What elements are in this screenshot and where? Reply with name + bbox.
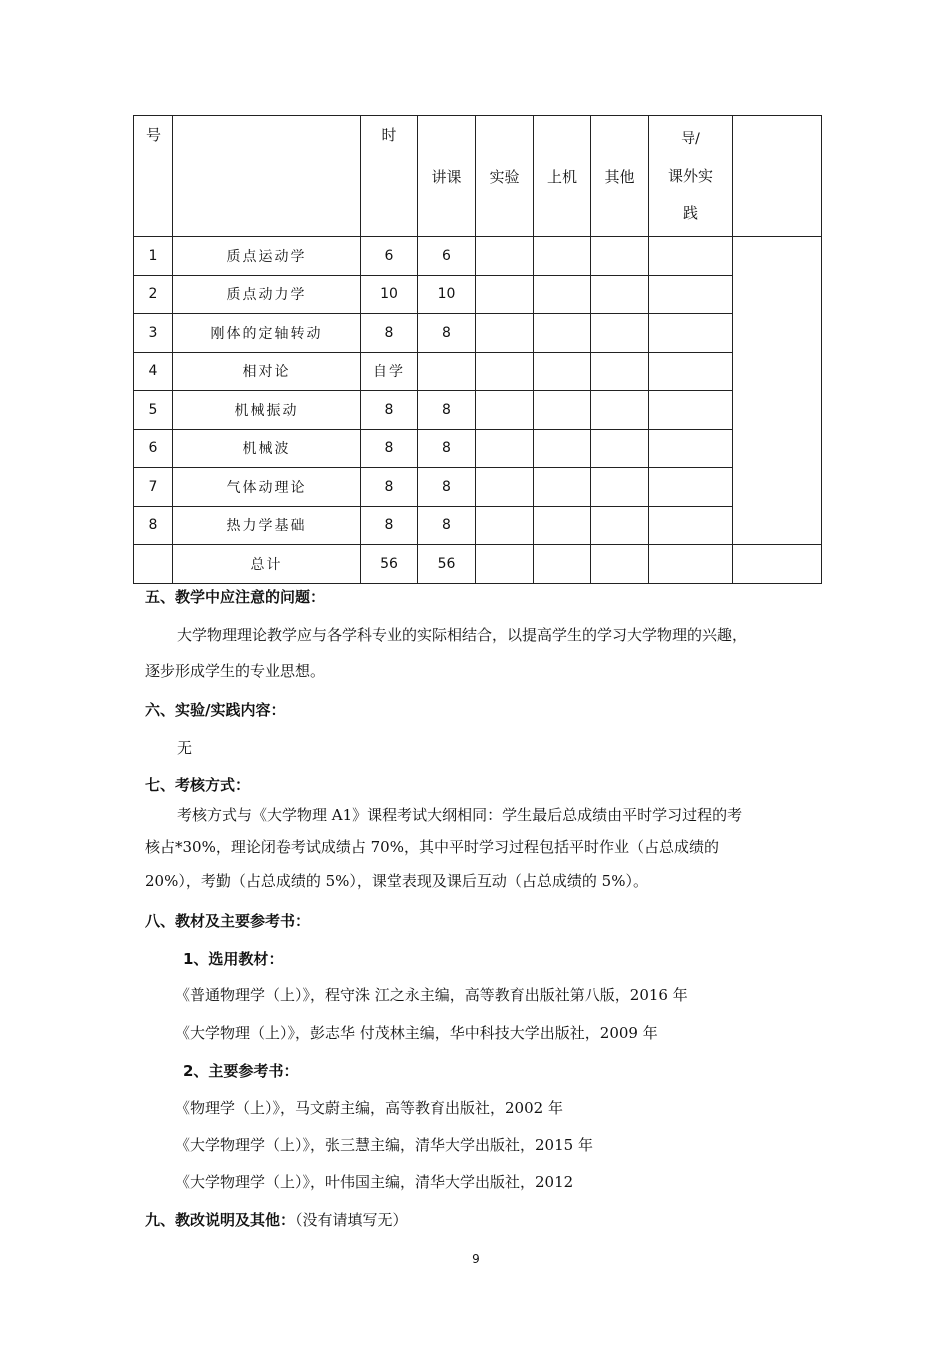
table-total-row bbox=[134, 545, 822, 584]
section-5-line2: 逐步形成学生的专业思想。 bbox=[145, 662, 326, 680]
section-6-heading: 六、实验/实践内容： bbox=[145, 701, 286, 719]
row-computer bbox=[534, 429, 591, 468]
row-computer bbox=[534, 468, 591, 507]
table-row bbox=[134, 275, 822, 314]
total-other bbox=[591, 545, 649, 584]
section-7-line2: 核占*30%，理论闭卷考试成绩占 70%，其中平时学习过程包括平时作业（占总成绩的 bbox=[145, 838, 719, 856]
row-lecture: 6 bbox=[418, 237, 476, 276]
section-9-heading bbox=[145, 1209, 408, 1230]
table-row bbox=[134, 314, 822, 353]
section-8-sub2: 2、主要参考书： bbox=[183, 1062, 299, 1080]
row-computer bbox=[534, 275, 591, 314]
row-other bbox=[591, 275, 649, 314]
row-topic: 刚体的定轴转动 bbox=[173, 314, 361, 353]
table-header-row bbox=[134, 116, 822, 237]
table-row bbox=[134, 468, 822, 507]
section-9-note: （没有请填写无） bbox=[295, 1211, 408, 1229]
row-num: 7 bbox=[134, 468, 173, 507]
row-other bbox=[591, 429, 649, 468]
row-experiment bbox=[476, 352, 534, 391]
section-7-line3: 20%），考勤（占总成绩的 5%），课堂表现及课后互动（占总成绩的 5%）。 bbox=[145, 872, 648, 890]
row-guide bbox=[649, 506, 733, 545]
row-num: 2 bbox=[134, 275, 173, 314]
row-guide bbox=[649, 352, 733, 391]
row-hours: 自学 bbox=[361, 352, 418, 391]
total-experiment bbox=[476, 545, 534, 584]
row-num: 4 bbox=[134, 352, 173, 391]
row-hours: 8 bbox=[361, 429, 418, 468]
class-hours-table bbox=[133, 115, 822, 584]
reference-1: 《物理学（上）》，马文蔚主编，高等教育出版社，2002 年 bbox=[175, 1099, 563, 1117]
total-hours: 56 bbox=[361, 545, 418, 584]
row-guide bbox=[649, 391, 733, 430]
reference-2: 《大学物理学（上）》，张三慧主编，清华大学出版社，2015 年 bbox=[175, 1136, 593, 1154]
total-num bbox=[134, 545, 173, 584]
row-experiment bbox=[476, 391, 534, 430]
header-guide-line1: 导/ bbox=[681, 130, 700, 147]
section-7-line1: 考核方式与《大学物理 A1》课程考试大纲相同：学生最后总成绩由平时学习过程的考 bbox=[177, 806, 743, 824]
row-guide bbox=[649, 237, 733, 276]
row-num: 6 bbox=[134, 429, 173, 468]
row-lecture bbox=[418, 352, 476, 391]
row-other bbox=[591, 468, 649, 507]
section-5-heading: 五、教学中应注意的问题： bbox=[145, 588, 326, 606]
textbook-2: 《大学物理（上）》，彭志华 付茂林主编，华中科技大学出版社，2009 年 bbox=[175, 1024, 658, 1042]
header-topic bbox=[173, 116, 361, 237]
page-number: 9 bbox=[472, 1252, 480, 1266]
header-num: 号 bbox=[134, 116, 173, 237]
row-topic: 相对论 bbox=[173, 352, 361, 391]
table-row bbox=[134, 237, 822, 276]
section-8-heading: 八、教材及主要参考书： bbox=[145, 912, 311, 930]
total-label: 总计 bbox=[173, 545, 361, 584]
row-num: 8 bbox=[134, 506, 173, 545]
header-remark bbox=[733, 116, 822, 237]
table-row bbox=[134, 429, 822, 468]
row-lecture: 10 bbox=[418, 275, 476, 314]
row-other bbox=[591, 314, 649, 353]
row-experiment bbox=[476, 237, 534, 276]
row-guide bbox=[649, 429, 733, 468]
row-experiment bbox=[476, 468, 534, 507]
total-guide bbox=[649, 545, 733, 584]
row-lecture: 8 bbox=[418, 314, 476, 353]
row-computer bbox=[534, 391, 591, 430]
row-other bbox=[591, 391, 649, 430]
row-experiment bbox=[476, 275, 534, 314]
row-experiment bbox=[476, 506, 534, 545]
row-topic: 质点动力学 bbox=[173, 275, 361, 314]
row-computer bbox=[534, 314, 591, 353]
section-7-heading: 七、考核方式： bbox=[145, 776, 251, 794]
remark-cell-merged bbox=[733, 237, 822, 545]
table-row bbox=[134, 391, 822, 430]
row-computer bbox=[534, 352, 591, 391]
row-computer bbox=[534, 237, 591, 276]
table-row bbox=[134, 352, 822, 391]
row-lecture: 8 bbox=[418, 391, 476, 430]
row-guide bbox=[649, 314, 733, 353]
reference-3: 《大学物理学（上）》，叶伟国主编，清华大学出版社，2012 bbox=[175, 1173, 574, 1191]
header-lecture: 讲课 bbox=[418, 116, 476, 237]
row-guide bbox=[649, 468, 733, 507]
textbook-1: 《普通物理学（上）》，程守洙 江之永主编，高等教育出版社第八版，2016 年 bbox=[175, 986, 688, 1004]
row-hours: 8 bbox=[361, 314, 418, 353]
total-remark bbox=[733, 545, 822, 584]
header-guide bbox=[649, 116, 733, 237]
row-hours: 8 bbox=[361, 468, 418, 507]
section-9-title: 九、教改说明及其他： bbox=[145, 1211, 296, 1229]
row-other bbox=[591, 237, 649, 276]
row-lecture: 8 bbox=[418, 468, 476, 507]
header-other: 其他 bbox=[591, 116, 649, 237]
total-lecture: 56 bbox=[418, 545, 476, 584]
row-experiment bbox=[476, 429, 534, 468]
row-topic: 质点运动学 bbox=[173, 237, 361, 276]
row-num: 5 bbox=[134, 391, 173, 430]
row-computer bbox=[534, 506, 591, 545]
header-hours: 时 bbox=[361, 116, 418, 237]
header-guide-line2: 课外实 bbox=[667, 166, 713, 185]
row-num: 3 bbox=[134, 314, 173, 353]
header-guide-line3: 践 bbox=[682, 203, 698, 222]
section-8-sub1: 1、选用教材： bbox=[183, 950, 284, 968]
section-5-line1: 大学物理理论教学应与各学科专业的实际相结合，以提高学生的学习大学物理的兴趣， bbox=[177, 626, 748, 644]
row-other bbox=[591, 506, 649, 545]
row-hours: 8 bbox=[361, 506, 418, 545]
header-experiment: 实验 bbox=[476, 116, 534, 237]
row-hours: 8 bbox=[361, 391, 418, 430]
header-computer: 上机 bbox=[534, 116, 591, 237]
row-lecture: 8 bbox=[418, 506, 476, 545]
row-guide bbox=[649, 275, 733, 314]
row-hours: 10 bbox=[361, 275, 418, 314]
row-other bbox=[591, 352, 649, 391]
row-experiment bbox=[476, 314, 534, 353]
section-6-line1: 无 bbox=[177, 739, 193, 757]
row-hours: 6 bbox=[361, 237, 418, 276]
row-topic: 热力学基础 bbox=[173, 506, 361, 545]
row-topic: 机械波 bbox=[173, 429, 361, 468]
table-row bbox=[134, 506, 822, 545]
row-topic: 气体动理论 bbox=[173, 468, 361, 507]
row-topic: 机械振动 bbox=[173, 391, 361, 430]
total-computer bbox=[534, 545, 591, 584]
row-num: 1 bbox=[134, 237, 173, 276]
row-lecture: 8 bbox=[418, 429, 476, 468]
